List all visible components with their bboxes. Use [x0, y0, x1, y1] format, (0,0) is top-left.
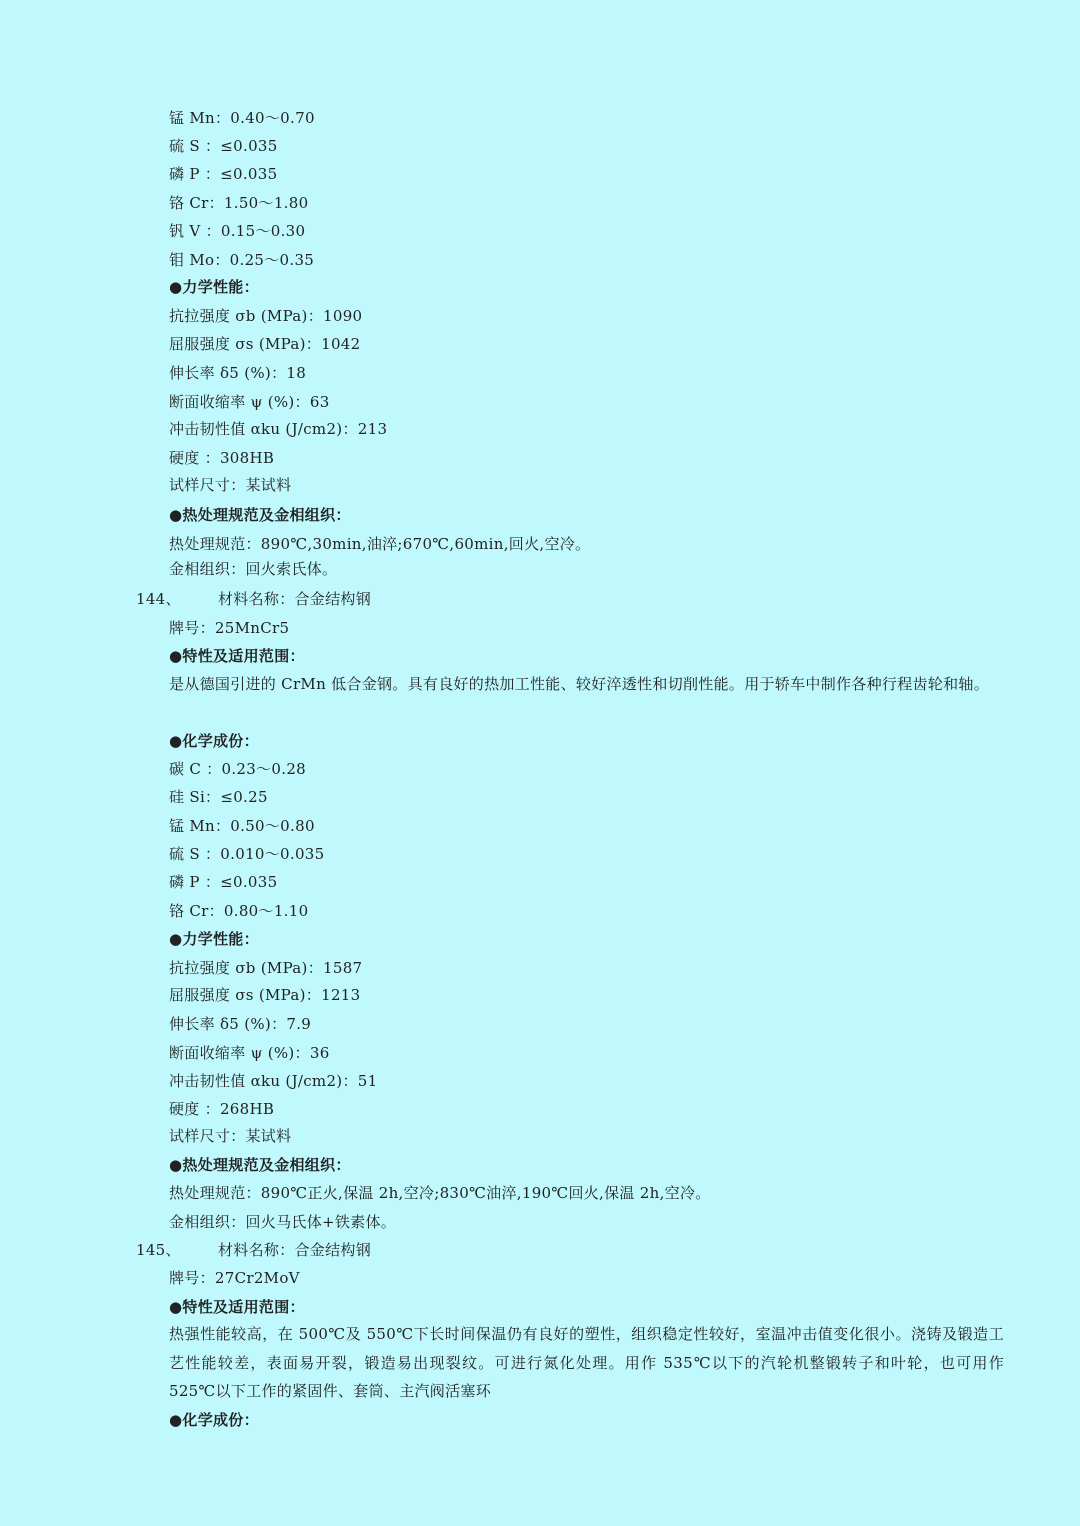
chem-line-mo: 钼 Mo：0.25～0.35	[169, 251, 315, 269]
mech-line-tensile: 抗拉强度 σb (MPa)：1587	[169, 959, 363, 977]
heat-spec: 热处理规范：890℃,30min,油淬;670℃,60min,回火,空冷。	[169, 535, 591, 553]
heat-heading: ●热处理规范及金相组织：	[169, 1156, 351, 1174]
mech-line-yield: 屈服强度 σs (MPa)：1213	[169, 986, 361, 1004]
chem-line-mn: 锰 Mn：0.50～0.80	[169, 817, 315, 835]
mech-line-sample: 试样尺寸：某试料	[169, 1127, 292, 1145]
mech-line-hardness: 硬度 ：268HB	[169, 1100, 275, 1118]
mech-line-elongation: 伸长率 δ5 (%)：18	[169, 364, 307, 382]
mech-line-sample: 试样尺寸：某试料	[169, 476, 292, 494]
properties-heading: ●特性及适用范围：	[169, 1298, 305, 1316]
chem-line-mn: 锰 Mn：0.40～0.70	[169, 109, 315, 127]
mech-heading: ●力学性能：	[169, 278, 259, 296]
grade: 牌号：25MnCr5	[169, 619, 290, 637]
chem-line-v: 钒 V ：0.15～0.30	[169, 222, 306, 240]
mech-heading: ●力学性能：	[169, 930, 259, 948]
chem-line-si: 硅 Si：≤0.25	[169, 788, 268, 806]
chem-line-cr: 铬 Cr：1.50～1.80	[169, 194, 309, 212]
properties-text: 是从德国引进的 CrMn 低合金钢。具有良好的热加工性能、较好淬透性和切削性能。用于轿车中制作各种行程齿轮和轴。	[169, 675, 990, 693]
chem-line-s: 硫 S ：≤0.035	[169, 137, 278, 155]
properties-text: 热强性能较高，在 500℃及 550℃下长时间保温仍有良好的塑性，组织稳定性较好，室温冲击值变化很小。浇铸及锻造工艺性能较差，表面易开裂，锻造易出现裂纹。可进行氮化处理。用作 535℃以下的汽轮机整锻转子和叶轮，也可用作 525℃以下工作的紧固件、套筒、主汽阀活塞环	[169, 1325, 1004, 1400]
properties-heading: ●特性及适用范围：	[169, 647, 305, 665]
mech-line-elongation: 伸长率 δ5 (%)：7.9	[169, 1015, 312, 1033]
section-number: 145、	[136, 1241, 181, 1259]
material-name: 材料名称：合金结构钢	[218, 590, 372, 608]
heat-spec: 热处理规范：890℃正火,保温 2h,空冷;830℃油淬,190℃回火,保温 2h,空冷。	[169, 1184, 711, 1202]
grade: 牌号：27Cr2MoV	[169, 1269, 300, 1287]
microstructure: 金相组织：回火马氏体+铁素体。	[169, 1213, 397, 1231]
chem-line-p: 磷 P ：≤0.035	[169, 873, 278, 891]
mech-line-reduction: 断面收缩率 ψ (%)：63	[169, 393, 330, 411]
chem-line-p: 磷 P ：≤0.035	[169, 165, 278, 183]
mech-line-reduction: 断面收缩率 ψ (%)：36	[169, 1044, 330, 1062]
mech-line-tensile: 抗拉强度 σb (MPa)：1090	[169, 307, 363, 325]
mech-line-impact: 冲击韧性值 αku (J/cm2)：51	[169, 1072, 378, 1090]
chem-heading: ●化学成份：	[169, 732, 259, 750]
mech-line-impact: 冲击韧性值 αku (J/cm2)：213	[169, 420, 388, 438]
mech-line-yield: 屈服强度 σs (MPa)：1042	[169, 335, 361, 353]
section-number: 144、	[136, 590, 181, 608]
heat-heading: ●热处理规范及金相组织：	[169, 506, 351, 524]
mech-line-hardness: 硬度 ：308HB	[169, 449, 275, 467]
material-name: 材料名称：合金结构钢	[218, 1241, 372, 1259]
chem-line-cr: 铬 Cr：0.80～1.10	[169, 902, 309, 920]
chem-line-c: 碳 C ：0.23～0.28	[169, 760, 307, 778]
microstructure: 金相组织：回火索氏体。	[169, 560, 338, 578]
chem-heading: ●化学成份：	[169, 1411, 259, 1429]
chem-line-s: 硫 S ：0.010～0.035	[169, 845, 325, 863]
